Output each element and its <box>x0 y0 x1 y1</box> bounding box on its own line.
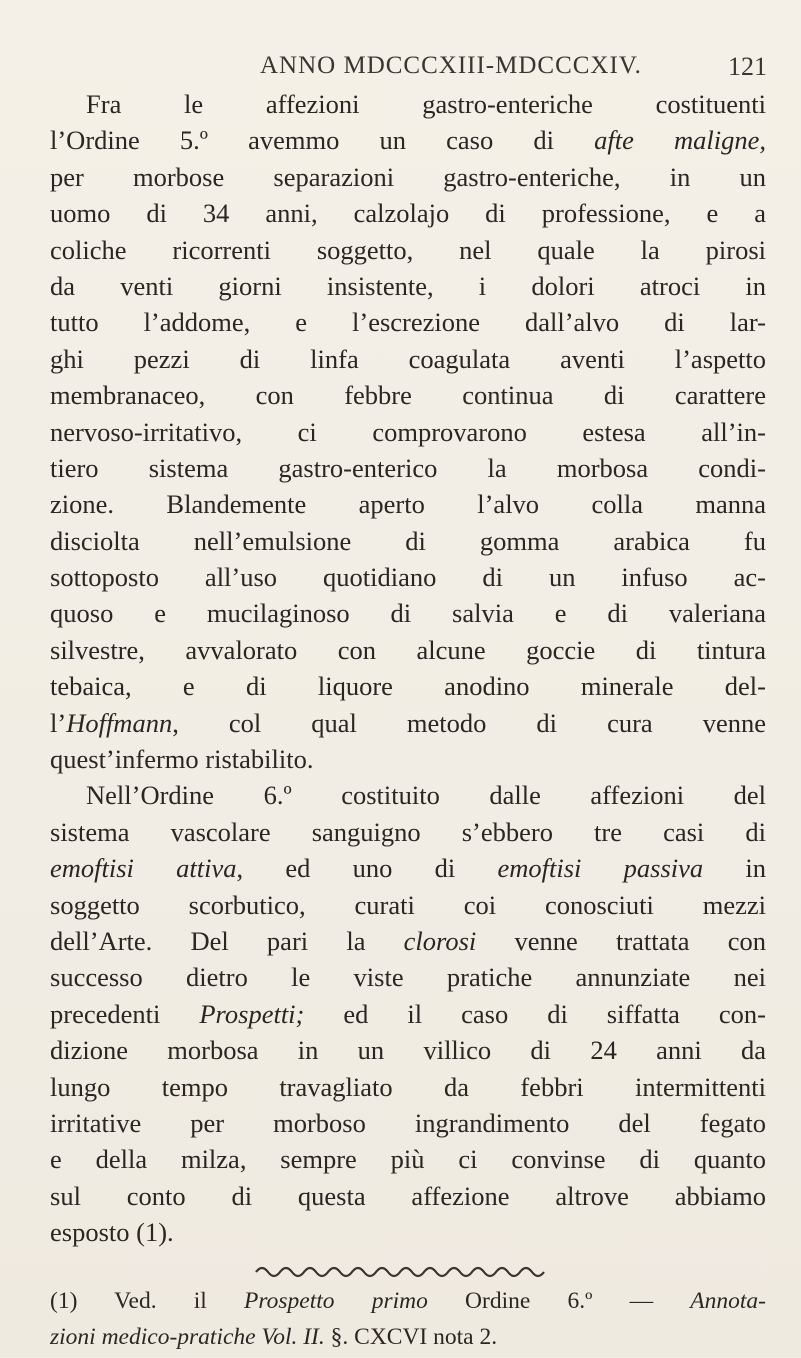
text-line: successo dietro le viste pratiche annunziate nei <box>50 962 766 993</box>
text-segment: (1) Ved. il <box>50 1288 245 1314</box>
text-line: lungo tempo travagliato da febbri intermittenti <box>50 1071 766 1102</box>
text-line: coliche ricorrenti soggetto, nel quale la pirosi <box>50 234 766 265</box>
text-line: esposto (1). <box>50 1217 174 1248</box>
text-line: ghi pezzi di linfa coagulata aventi l’aspetto <box>50 343 766 374</box>
text-line: sottoposto all’uso quotidiano di un infuso ac- <box>50 562 766 593</box>
italic-term: afte maligne, <box>594 125 766 156</box>
text-segment: , col qual metodo di cura venne <box>172 707 766 738</box>
text-line: zione. Blandemente aperto l’alvo colla manna <box>50 489 766 520</box>
text-segment: l’Ordine 5.º avemmo un caso di <box>50 125 595 156</box>
text-line: membranaceo, con febbre continua di carattere <box>50 380 766 411</box>
footnote-line <box>50 1285 766 1321</box>
text-line <box>50 923 766 959</box>
text-line: tebaica, e di liquore anodino minerale del- <box>50 671 766 702</box>
italic-term: Prospetto primo <box>244 1288 428 1314</box>
text-segment: dell’Arte. Del pari la <box>50 925 404 956</box>
text-segment: precedenti <box>50 998 200 1029</box>
italic-term: emoftisi attiva <box>50 853 237 884</box>
italic-term: Hoffmann <box>66 707 173 738</box>
text-line <box>50 122 766 158</box>
text-line: quest’infermo ristabilito. <box>50 744 314 775</box>
text-line: Nell’Ordine 6.º costituito dalle affezioni del <box>86 780 766 811</box>
text-line: per morbose separazioni gastro-enteriche, in un <box>50 161 766 192</box>
text-line: nervoso-irritativo, ci comprovarono estesa all’in- <box>50 416 766 447</box>
text-line <box>50 850 766 886</box>
footnote-line <box>50 1321 766 1357</box>
text-line: uomo di 34 anni, calzolajo di professione, e a <box>50 198 766 229</box>
text-line: Fra le affezioni gastro-enteriche costituenti <box>86 89 766 119</box>
running-title: ANNO MDCCCXIII-MDCCCXIV. <box>260 52 642 79</box>
text-line: sistema vascolare sanguigno s’ebbero tre casi di <box>50 816 766 847</box>
main-text <box>50 86 766 1251</box>
page-number: 121 <box>728 52 767 81</box>
text-line <box>50 705 766 741</box>
text-line: tutto l’addome, e l’escrezione dall’alvo di lar- <box>50 307 766 338</box>
text-segment: in <box>703 853 766 884</box>
text-line: disciolta nell’emulsione di gomma arabica fu <box>50 525 766 556</box>
italic-term: zioni medico-pratiche Vol. II. <box>50 1324 325 1351</box>
footnote <box>50 1285 766 1358</box>
text-line: sul conto di questa affezione altrove abbiamo <box>50 1180 766 1211</box>
text-segment: §. CXCVI nota 2. <box>324 1324 498 1351</box>
text-line <box>50 996 766 1032</box>
text-line: quoso e mucilaginoso di salvia e di valeriana <box>50 598 766 629</box>
text-line: irritative per morboso ingrandimento del fegato <box>50 1107 766 1138</box>
decorative-rule <box>254 1263 554 1279</box>
text-segment: l’ <box>50 707 67 738</box>
italic-term: Prospetti; <box>199 998 305 1029</box>
italic-term: clorosi <box>403 925 477 956</box>
text-line: soggetto scorbutico, curati coi conosciuti mezzi <box>50 889 766 920</box>
text-segment: , ed uno di <box>236 853 498 884</box>
text-line: e della milza, sempre più ci convinse di quanto <box>50 1144 766 1175</box>
text-line: silvestre, avvalorato con alcune goccie di tintura <box>50 634 766 665</box>
text-line: tiero sistema gastro-enterico la morbosa condi- <box>50 452 766 483</box>
italic-term: emoftisi passiva <box>497 853 704 884</box>
text-segment: ed il caso di siffatta con- <box>304 998 766 1029</box>
italic-term: Annota- <box>690 1288 766 1314</box>
text-line: dizione morbosa in un villico di 24 anni da <box>50 1035 766 1066</box>
text-segment: venne trattata con <box>476 925 766 956</box>
text-line: da venti giorni insistente, i dolori atroci in <box>50 270 766 301</box>
text-segment: Ordine 6.º — <box>427 1288 691 1314</box>
